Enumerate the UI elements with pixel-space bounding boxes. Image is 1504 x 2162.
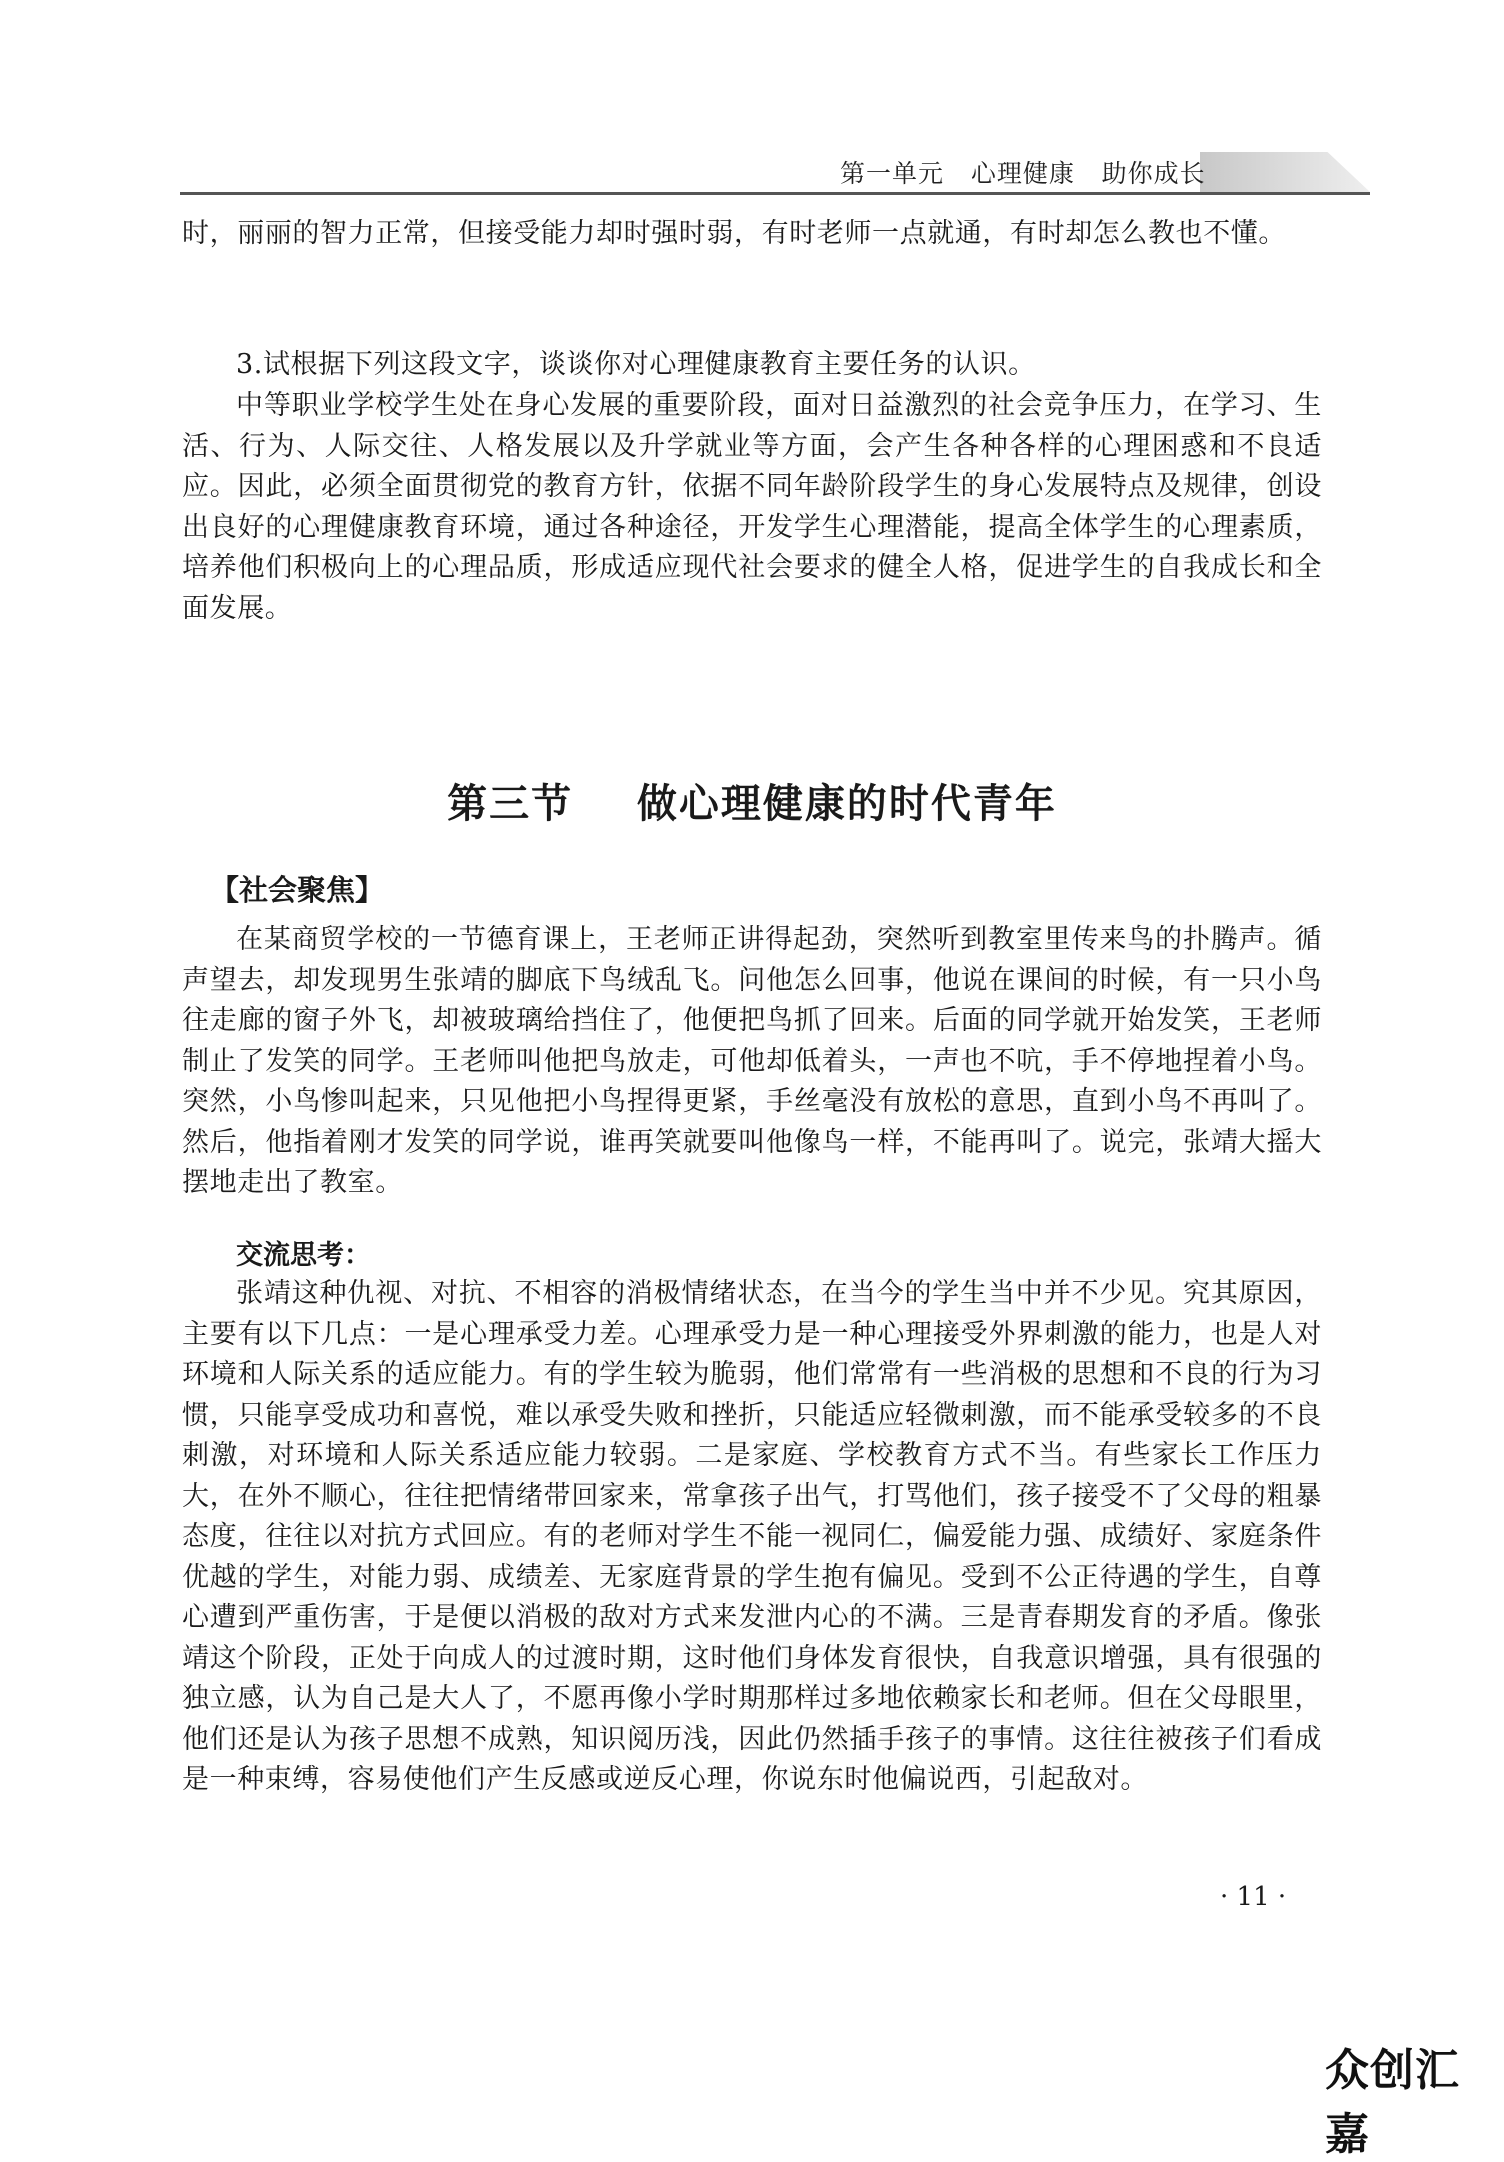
watermark-logo: 众创汇嘉 bbox=[1325, 2045, 1460, 2160]
social-focus-body: 在某商贸学校的一节德育课上，王老师正讲得起劲，突然听到教室里传来鸟的扑腾声。循声望去，却发现男生张靖的脚底下鸟绒乱飞。问他怎么回事，他说在课间的时候，有一只小鸟往走廊的窗子外飞，却被玻璃给挡住了，他便把鸟抓了回来。后面的同学就开始发笑，王老师制止了发笑的同学。王老师叫他把鸟放走，可他却低着头，一声也不吭，手不停地捏着小鸟。突然，小鸟惨叫起来，只见他把小鸟捏得更紧，手丝毫没有放松的意思，直到小鸟不再叫了。然后，他指着刚才发笑的同学说，谁再笑就要叫他像鸟一样，不能再叫了。说完，张靖大摇大摆地走出了教室。 bbox=[182, 924, 1322, 1198]
discussion-heading: 交流思考： bbox=[236, 1240, 371, 1271]
paragraph-continuation: 时，丽丽的智力正常，但接受能力却时强时弱，有时老师一点就通，有时却怎么教也不懂。 bbox=[182, 218, 1286, 249]
running-header-title: 第一单元 心理健康 助你成长 bbox=[840, 159, 1206, 188]
question-3: 3.试根据下列这段文字，谈谈你对心理健康教育主要任务的认识。 bbox=[236, 349, 1036, 380]
question-3-body: 中等职业学校学生处在身心发展的重要阶段，面对日益激烈的社会竞争压力，在学习、生活、行为、人际交往、人格发展以及升学就业等方面，会产生各种各样的心理困惑和不良适应。因此，必须全面贯彻党的教育方针，依据不同年龄阶段学生的身心发展特点及规律，创设出良好的心理健康教育环境，通过各种途径，开发学生心理潜能，提高全体学生的心理素质，培养他们积极向上的心理品质，形成适应现代社会要求的健全人格，促进学生的自我成长和全面发展。 bbox=[182, 390, 1322, 624]
social-focus-heading: 【社会聚焦】 bbox=[210, 873, 385, 907]
section-title: 第三节 做心理健康的时代青年 bbox=[447, 780, 1057, 827]
discussion-body: 张靖这种仇视、对抗、不相容的消极情绪状态，在当今的学生当中并不少见。究其原因，主要有以下几点：一是心理承受力差。心理承受力是一种心理接受外界刺激的能力，也是人对环境和人际关系的适应能力。有的学生较为脆弱，他们常常有一些消极的思想和不良的行为习惯，只能享受成功和喜悦，难以承受失败和挫折，只能适应轻微刺激，而不能承受较多的不良刺激，对环境和人际关系适应能力较弱。二是家庭、学校教育方式不当。有些家长工作压力大，在外不顺心，往往把情绪带回家来，常拿孩子出气，打骂他们，孩子接受不了父母的粗暴态度，往往以对抗方式回应。有的老师对学生不能一视同仁，偏爱能力强、成绩好、家庭条件优越的学生，对能力弱、成绩差、无家庭背景的学生抱有偏见。受到不公正待遇的学生，自尊心遭到严重伤害，于是便以消极的敌对方式来发泄内心的不满。三是青春期发育的矛盾。像张靖这个阶段，正处于向成人的过渡时期，这时他们身体发育很快，自我意识增强，具有很强的独立感，认为自己是大人了，不愿再像小学时期那样过多地依赖家长和老师。但在父母眼里，他们还是认为孩子思想不成熟，知识阅历浅，因此仍然插手孩子的事情。这往往被孩子们看成是一种束缚，容易使他们产生反感或逆反心理，你说东时他偏说西，引起敌对。 bbox=[182, 1278, 1322, 1795]
running-header bbox=[180, 150, 1370, 194]
header-divider bbox=[180, 192, 1370, 195]
page-number: · 11 · bbox=[1220, 1882, 1287, 1912]
